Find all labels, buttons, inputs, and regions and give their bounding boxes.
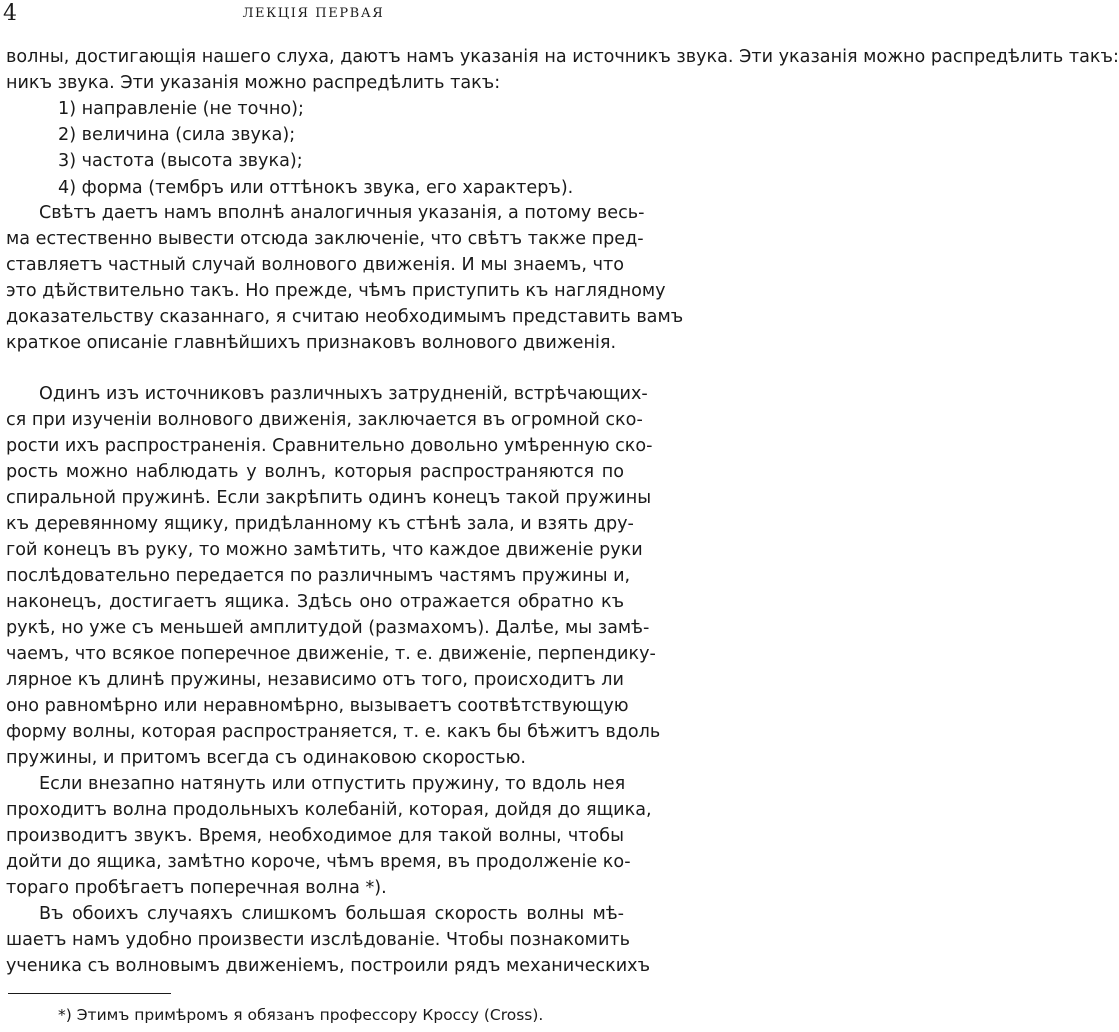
text-line: проходитъ волна продольныхъ колебаній, которая, дойдя до ящика, xyxy=(6,800,652,820)
text-line: гой конецъ въ руку, то можно замѣтить, что каждое движеніе руки xyxy=(6,540,643,560)
text-line: рости ихъ распространенія. Сравнительно довольно умѣренную ско- xyxy=(6,436,653,456)
text-line: краткое описаніе главнѣйшихъ признаковъ волнового движенія. xyxy=(6,333,617,353)
text-line: Въ обоихъ случаяхъ слишкомъ большая скорость волны мѣ- xyxy=(39,904,624,924)
text-line: оно равномѣрно или неравномѣрно, вызываетъ соотвѣтствующую xyxy=(6,696,629,716)
text-line: Если внезапно натянуть или отпустить пружину, то вдоль нея xyxy=(39,774,626,794)
text-line: ученика съ волновымъ движеніемъ, построили рядъ механическихъ xyxy=(6,956,651,976)
text-line: наконецъ, достигаетъ ящика. Здѣсь оно отражается обратно къ xyxy=(6,592,624,612)
text-line: шаетъ намъ удобно произвести изслѣдованіе. Чтобы познакомить xyxy=(6,930,631,950)
text-line: ма естественно вывести отсюда заключеніе, что свѣтъ также пред- xyxy=(6,229,644,249)
text-line: послѣдовательно передается по различнымъ частямъ пружины и, xyxy=(6,566,631,586)
text-line: доказательству сказаннаго, я считаю необходимымъ представить вамъ xyxy=(6,307,684,327)
list-item-3: 3) частота (высота звука); xyxy=(58,151,303,171)
list-item-1: 1) направленіе (не точно); xyxy=(58,99,304,119)
text-line: форму волны, которая распространяется, т. е. какъ бы бѣжитъ вдоль xyxy=(6,722,661,742)
text-line: тораго пробѣгаетъ поперечная волна *). xyxy=(6,878,387,898)
running-head: ЛЕКЦІЯ ПЕРВАЯ xyxy=(242,6,385,21)
text-line: волны, достигающія нашего слуха, даютъ намъ указанія на источникъ звука. Эти указанія можно распредѣлить такъ: xyxy=(6,47,1119,67)
text-line: къ деревянному ящику, придѣланному къ стѣнѣ зала, и взять дру- xyxy=(6,514,634,534)
page-number: 4 xyxy=(3,1,17,26)
text-line: ставляетъ частный случай волнового движенія. И мы знаемъ, что xyxy=(6,255,624,275)
list-item-4: 4) форма (тембръ или оттѣнокъ звука, его характеръ). xyxy=(58,178,574,198)
text-line: Одинъ изъ источниковъ различныхъ затрудненій, встрѣчающих- xyxy=(39,384,648,404)
text-line: никъ звука. Эти указанія можно распредѣлить такъ: xyxy=(6,73,501,93)
text-line: рукѣ, но уже съ меньшей амплитудой (размахомъ). Далѣе, мы замѣ- xyxy=(6,618,650,638)
text-line: чаемъ, что всякое поперечное движеніе, т. е. движеніе, перпендику- xyxy=(6,644,656,664)
text-line: рость можно наблюдать у волнъ, которыя распространяются по xyxy=(6,462,624,482)
footnote-divider xyxy=(8,993,171,994)
text-line: спиральной пружинѣ. Если закрѣпить одинъ конецъ такой пружины xyxy=(6,488,652,508)
text-line: лярное къ длинѣ пружины, независимо отъ того, происходитъ ли xyxy=(6,670,624,690)
page-header xyxy=(3,2,624,26)
footnote: *) Этимъ примѣромъ я обязанъ профессору Кроссу (Cross). xyxy=(58,1006,544,1024)
text-line: производитъ звукъ. Время, необходимое для такой волны, чтобы xyxy=(6,826,624,846)
text-line: ся при изученіи волнового движенія, заключается въ огромной ско- xyxy=(6,410,643,430)
text-line: Свѣтъ даетъ намъ вполнѣ аналогичныя указанія, а потому весь- xyxy=(39,203,645,223)
text-line: дойти до ящика, замѣтно короче, чѣмъ время, въ продолженіе ко- xyxy=(6,852,631,872)
text-line: пружины, и притомъ всегда съ одинаковою скоростью. xyxy=(6,748,526,768)
list-item-2: 2) величина (сила звука); xyxy=(58,125,296,145)
text-line: это дѣйствительно такъ. Но прежде, чѣмъ приступить къ наглядному xyxy=(6,281,666,301)
